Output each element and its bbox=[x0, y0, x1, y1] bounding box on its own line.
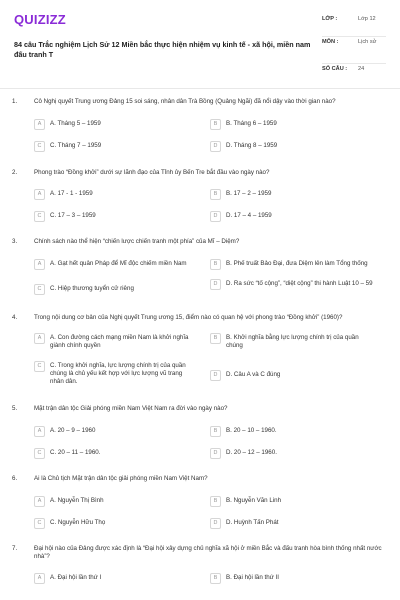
option-letter-box: A bbox=[34, 426, 45, 437]
option-text: A. 20 – 9 – 1960 bbox=[50, 427, 96, 434]
question-text: Đại hội nào của Đảng được xác định là “Đại hội xây dựng chủ nghĩa xã hội ở miền Bắc và đấu tranh hòa bình thống nhất nước nhà”? bbox=[34, 545, 382, 560]
question-text: Cô Nghị quyết Trung ương Đảng 15 soi sáng, nhân dân Trà Bồng (Quảng Ngãi) đã nổi dậy vào thời gian nào? bbox=[34, 98, 336, 105]
option-text: B. Phế truất Bảo Đại, đưa Diệm lên làm Tổng thống bbox=[226, 260, 368, 267]
option-text: D. Tháng 8 – 1959 bbox=[226, 142, 278, 149]
option-letter-box: B bbox=[210, 119, 221, 130]
option-text: B. Tháng 6 – 1959 bbox=[226, 120, 277, 127]
option-text: D. Ra sức “tố cộng”, “diệt cộng” thi hành Luật 10 – 59 bbox=[226, 280, 373, 287]
option-letter-box: D bbox=[210, 141, 221, 152]
question-number: 1. bbox=[12, 98, 18, 105]
meta-table bbox=[322, 14, 386, 84]
option-letter-box: B bbox=[210, 189, 221, 200]
option-letter-box: C bbox=[34, 518, 45, 529]
question-number: 4. bbox=[12, 314, 18, 321]
question-text: Phong trào “Đồng khởi” dưới sự lãnh đạo của Tỉnh ủy Bến Tre bắt đầu vào ngày nào? bbox=[34, 169, 270, 176]
option-letter-box: C bbox=[34, 448, 45, 459]
worksheet-title: 84 câu Trắc nghiệm Lịch Sử 12 Miền bắc thực hiện nhiệm vụ kinh tế - xã hội, miền nam đấu tranh T bbox=[14, 40, 311, 59]
option-text: B. 20 – 10 – 1960. bbox=[226, 427, 277, 434]
meta-value: 24 bbox=[358, 66, 365, 72]
question-number: 6. bbox=[12, 475, 18, 482]
header-divider bbox=[0, 88, 400, 89]
option-letter-box: B bbox=[210, 333, 221, 344]
meta-value: Lớp 12 bbox=[358, 16, 376, 22]
option-text: C. Tháng 7 – 1959 bbox=[50, 142, 102, 149]
question-text: Ai là Chủ tịch Mặt trận dân tộc giải phóng miền Nam Việt Nam? bbox=[34, 475, 208, 482]
option-letter-box: B bbox=[210, 259, 221, 270]
option-text: C. Hiệp thương tuyển cử riêng bbox=[50, 285, 134, 292]
question-number: 5. bbox=[12, 405, 18, 412]
option-letter-box: D bbox=[210, 211, 221, 222]
option-letter-box: D bbox=[210, 448, 221, 459]
meta-value: Lịch sử bbox=[358, 39, 377, 45]
option-text: D. Câu A và C đúng bbox=[226, 371, 281, 378]
meta-label: LỚP : bbox=[322, 16, 338, 22]
question-text: Chính sách nào thể hiện “chiến lược chiến tranh một phía” của Mĩ – Diệm? bbox=[34, 238, 240, 245]
option-letter-box: A bbox=[34, 189, 45, 200]
option-text: A. Đại hội lần thứ I bbox=[50, 574, 102, 581]
meta-row-count bbox=[322, 64, 386, 84]
option-text: B. 17 – 2 – 1959 bbox=[226, 190, 272, 197]
option-text: D. 20 – 12 – 1960. bbox=[226, 449, 277, 456]
option-letter-box: D bbox=[210, 279, 221, 290]
option-text: C. 17 – 3 – 1959 bbox=[50, 212, 96, 219]
option-text: A. 17 - 1 - 1959 bbox=[50, 190, 93, 197]
option-text: D. 17 – 4 – 1959 bbox=[226, 212, 272, 219]
option-letter-box: A bbox=[34, 496, 45, 507]
option-text: B. Đại hội lần thứ II bbox=[226, 574, 279, 581]
option-letter-box: A bbox=[34, 259, 45, 270]
option-text: A. Tháng 5 – 1959 bbox=[50, 120, 101, 127]
option-letter-box: B bbox=[210, 496, 221, 507]
option-letter-box: C bbox=[34, 211, 45, 222]
question-number: 7. bbox=[12, 545, 18, 552]
meta-label: MÔN : bbox=[322, 39, 339, 45]
option-letter-box: D bbox=[210, 518, 221, 529]
option-text: D. Huỳnh Tấn Phát bbox=[226, 519, 279, 526]
question-text: Trong nội dung cơ bản của Nghị quyết Trung ương 15, điểm nào có quan hệ với phong trào “Đồng khởi” (1960)? bbox=[34, 314, 343, 321]
option-text: B. Khởi nghĩa bằng lực lượng chính trị của quần chúng bbox=[226, 334, 359, 349]
meta-label: SỐ CÂU : bbox=[322, 66, 348, 72]
question-number: 2. bbox=[12, 169, 18, 176]
option-text: C. 20 – 11 – 1960. bbox=[50, 449, 101, 456]
option-letter-box: C bbox=[34, 361, 45, 372]
option-letter-box: A bbox=[34, 573, 45, 584]
question-text: Mặt trận dân tộc Giải phóng miền Nam Việt Nam ra đời vào ngày nào? bbox=[34, 405, 228, 412]
option-letter-box: A bbox=[34, 333, 45, 344]
option-text: A. Nguyễn Thị Bình bbox=[50, 497, 104, 504]
option-text: C. Trong khởi nghĩa, lực lượng chính trị của quần chúng là chủ yếu kết hợp với lực lượng vũ trang nhân dân. bbox=[50, 362, 186, 385]
quizizz-logo: QUIZIZZ bbox=[14, 12, 66, 27]
meta-row-subject bbox=[322, 37, 386, 64]
option-letter-box: B bbox=[210, 426, 221, 437]
meta-row-class bbox=[322, 14, 386, 37]
option-letter-box: C bbox=[34, 284, 45, 295]
question-number: 3. bbox=[12, 238, 18, 245]
option-text: A. Gạt hết quân Pháp để Mĩ độc chiếm miền Nam bbox=[50, 260, 187, 267]
worksheet-header bbox=[14, 10, 386, 82]
option-text: B. Nguyễn Văn Linh bbox=[226, 497, 282, 504]
option-letter-box: D bbox=[210, 370, 221, 381]
option-letter-box: C bbox=[34, 141, 45, 152]
option-text: A. Con đường cách mạng miền Nam là khởi nghĩa giành chính quyền bbox=[50, 334, 189, 349]
option-text: C. Nguyễn Hữu Thọ bbox=[50, 519, 106, 526]
option-letter-box: A bbox=[34, 119, 45, 130]
option-letter-box: B bbox=[210, 573, 221, 584]
